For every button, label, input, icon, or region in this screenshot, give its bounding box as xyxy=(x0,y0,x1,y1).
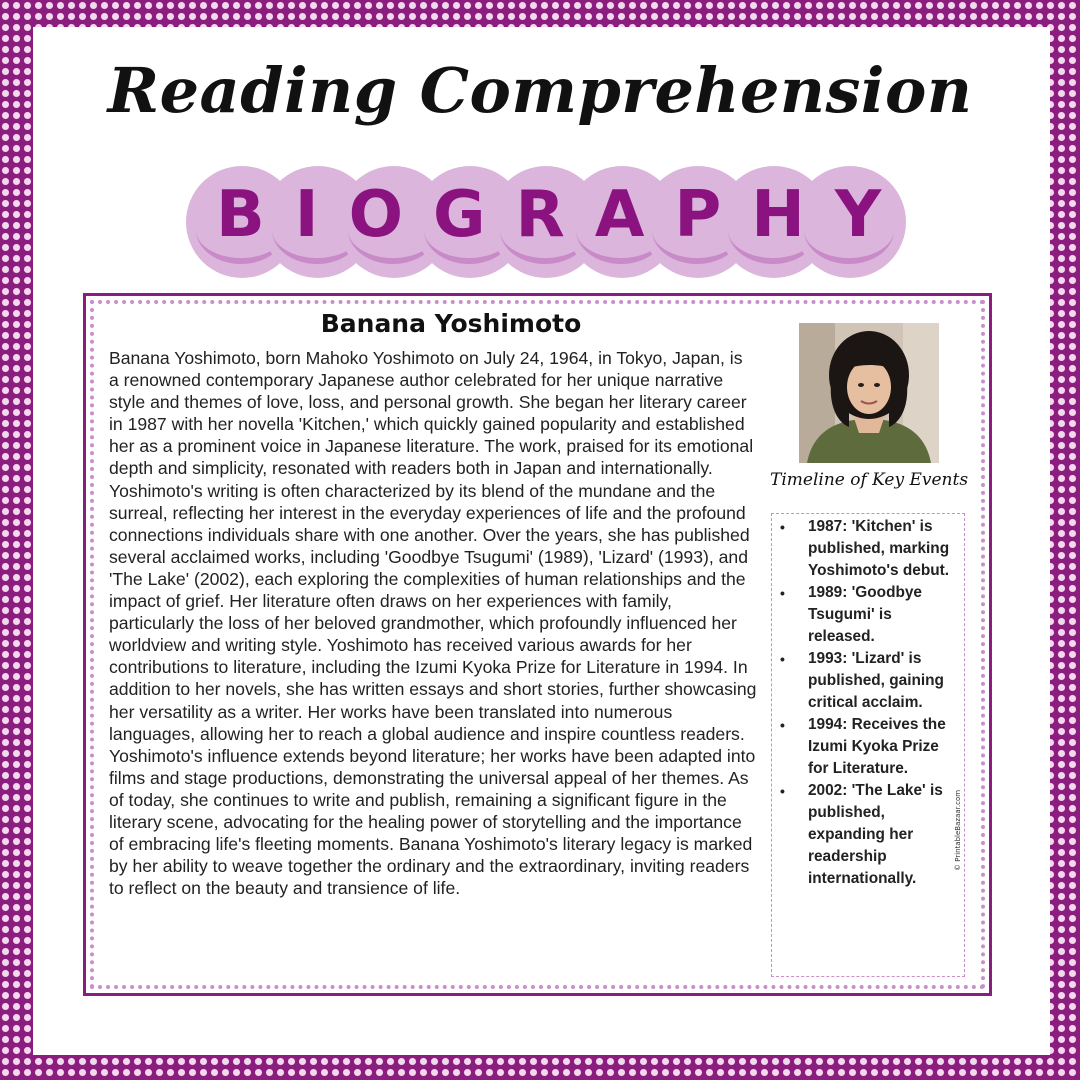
timeline-item: • 2002: 'The Lake' is published, expanding her readership internationally. xyxy=(772,780,966,890)
timeline-item: • 1994: Receives the Izumi Kyoka Prize for Literature. xyxy=(772,714,966,780)
copyright-credit: © PrintableBazaar.com xyxy=(954,789,962,871)
author-portrait-image xyxy=(799,323,939,463)
subject-name: Banana Yoshimoto xyxy=(320,309,582,338)
timeline-box xyxy=(771,513,965,977)
biography-body-text: Banana Yoshimoto, born Mahoko Yoshimoto on July 24, 1964, in Tokyo, Japan, is a renowned contemporary Japanese author celebrated for her unique narrative style and themes of love, loss, and personal growth. She began her literary career in 1987 with her novella 'Kitchen,' which quickly gained popularity and established her as a prominent voice in Japanese literature. The work, praised for its emotional depth and simplicity, resonated with readers both in Japan and internationally. Yoshimoto's writing is often characterized by its blend of the mundane and the surreal, reflecting her interest in the everyday experiences of life and the profound connections individuals share with one another. Over the years, she has published several acclaimed works, including 'Goodbye Tsugumi' (1989), 'Lizard' (1993), and 'The Lake' (2002), each exploring the complexities of human relationships and the impact of grief. Her literature often draws on her experiences with family, particularly the loss of her beloved grandmother, which profoundly influenced her worldview and writing style. Yoshimoto has received various awards for her contributions to literature, including the Izumi Kyoka Prize for Literature in 1994. In addition to her novels, she has written essays and short stories, further showcasing her versatility as a writer. Her works have been translated into numerous languages, allowing her to reach a global audience and inspire countless readers. Yoshimoto's influence extends beyond literature; her works have been adapted into films and stage productions, demonstrating the universal appeal of her themes. As of today, she continues to write and publish, remaining a significant figure in the literary scene, advocating for the healing power of storytelling and the importance of embracing life's fleeting moments. Banana Yoshimoto's literary legacy is marked by her ability to weave together the ordinary and the extraordinary, inviting readers to reflect on the beauty and transience of life. xyxy=(109,348,757,899)
timeline-item: • 1993: 'Lizard' is published, gaining critical acclaim. xyxy=(772,648,966,714)
timeline-heading: Timeline of Key Events xyxy=(770,470,969,490)
timeline-list xyxy=(772,516,966,890)
timeline-item: • 1989: 'Goodbye Tsugumi' is released. xyxy=(772,582,966,648)
biography-card xyxy=(83,293,992,996)
portrait-illustration xyxy=(799,323,939,463)
biography-subtitle: BIOGRAPHY xyxy=(216,178,912,252)
page-title: Reading Comprehension xyxy=(107,54,973,127)
timeline-item: • 1987: 'Kitchen' is published, marking Yoshimoto's debut. xyxy=(772,516,966,582)
